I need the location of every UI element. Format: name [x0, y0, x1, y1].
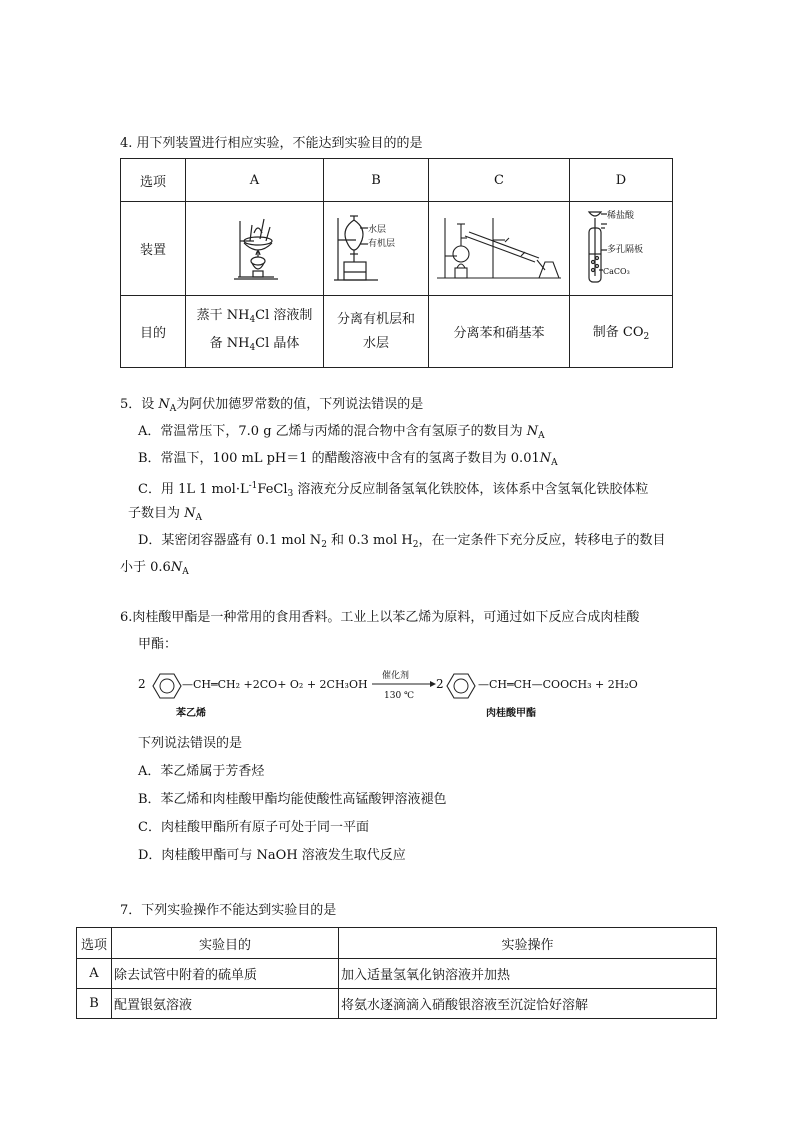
q5-option-c-cont: 子数目为 $N_A$: [128, 506, 203, 523]
q5-stem: 5．设 $N_A$为阿伏加德罗常数的值，下列说法错误的是: [120, 397, 424, 414]
svg-text:—CH═CH—COOCH₃ + 2H₂O: —CH═CH—COOCH₃ + 2H₂O: [478, 678, 638, 691]
svg-text:2: 2: [436, 677, 444, 691]
q4-header-a: A: [186, 159, 324, 202]
label-organic-layer: 有机层: [368, 238, 396, 249]
q4-purpose-c: 分离苯和硝基苯: [429, 296, 570, 368]
label-porous-plate: 多孔隔板: [607, 244, 644, 255]
q7-table: [76, 927, 717, 1019]
svg-text:2: 2: [138, 677, 146, 691]
q7-header-option: 选项: [77, 928, 112, 959]
q5-option-c: C．用 1L 1 $mol\cdot L^{-1}FeCl_3$ 溶液充分反应制备氢氧化铁胶体，该体系中含氢氧化铁胶体粒: [138, 481, 649, 499]
svg-text:—CH═CH₂ +2CO+ O₂ + 2CH₃OH: —CH═CH₂ +2CO+ O₂ + 2CH₃OH: [182, 678, 368, 691]
svg-text:肉桂酸甲酯: 肉桂酸甲酯: [486, 708, 536, 719]
q4-header-b: B: [324, 159, 429, 202]
q4-row-device-label: 装置: [121, 202, 186, 296]
q4-device-c: [429, 202, 570, 296]
q6-option-d: D．肉桂酸甲酯可与 NaOH 溶液发生取代反应: [138, 848, 406, 863]
kipp-apparatus-icon: [575, 206, 667, 288]
q5-option-a: A．常温常压下，7.0 g 乙烯与丙烯的混合物中含有氢原子的数目为 $N_A$: [138, 424, 545, 441]
table-row: B 配置银氨溶液 将氨水逐滴滴入硝酸银溶液至沉淀恰好溶解: [77, 989, 717, 1019]
q7-stem: 7．下列实验操作不能达到实验目的是: [120, 903, 337, 918]
q6-reaction-equation: [136, 662, 656, 720]
label-dilute-hcl: 稀盐酸: [607, 210, 635, 221]
q7-header-purpose: 实验目的: [112, 928, 339, 959]
label-caco3: CaCO₃: [603, 266, 630, 276]
q4-header-d: D: [570, 159, 673, 202]
q5-option-b: B．常温下，100 mL pH＝1 的醋酸溶液中含有的氢离子数目为 $0.01N_A$: [138, 451, 558, 468]
q4-device-a: [186, 202, 324, 296]
distillation-apparatus-icon: [435, 212, 563, 282]
svg-text:苯乙烯: 苯乙烯: [176, 708, 206, 719]
q4-purpose-d: 制备 $CO_2$: [570, 296, 673, 368]
benzene-ring-icon: [447, 674, 475, 698]
q7-header-operation: 实验操作: [339, 928, 717, 959]
q4-header-c: C: [429, 159, 570, 202]
table-row: A 除去试管中附着的硫单质 加入适量氢氧化钠溶液并加热: [77, 959, 717, 989]
q4-purpose-a: 蒸干 $NH_4Cl$ 溶液制 备 $NH_4Cl$ 晶体: [186, 296, 324, 368]
q6-question: 下列说法错误的是: [138, 736, 243, 751]
q6-option-b: B．苯乙烯和肉桂酸甲酯均能使酸性高锰酸钾溶液褪色: [138, 792, 447, 807]
q5-option-d-cont: 小于 $0.6N_A$: [120, 560, 189, 577]
q5-option-d: D．某密闭容器盛有 0.1 mol $N_2$ 和 0.3 mol $H_2$，在一定条件下充分反应，转移电子的数目: [138, 533, 666, 550]
q6-stem-line1: 6.肉桂酸甲酯是一种常用的食用香料。工业上以苯乙烯为原料，可通过如下反应合成肉桂酸: [120, 610, 640, 625]
q4-row-purpose-label: 目的: [121, 296, 186, 368]
q4-table: [120, 158, 673, 368]
q4-header-option: 选项: [121, 159, 186, 202]
svg-text:催化剂: 催化剂: [382, 671, 410, 681]
q4-device-b: [324, 202, 429, 296]
q6-option-c: C．肉桂酸甲酯所有原子可处于同一平面: [138, 820, 369, 835]
svg-text:130 ℃: 130 ℃: [384, 691, 415, 701]
evaporation-apparatus-icon: [220, 211, 290, 283]
label-water-layer: 水层: [368, 224, 387, 235]
q6-option-a: A．苯乙烯属于芳香烃: [138, 764, 265, 779]
benzene-ring-icon: [153, 674, 181, 698]
q6-stem-line2: 甲酯：: [138, 637, 178, 652]
separatory-funnel-icon: [328, 210, 424, 284]
q4-stem: 4. 用下列装置进行相应实验，不能达到实验目的的是: [120, 136, 423, 151]
q4-purpose-b: 分离有机层和 水层: [324, 296, 429, 368]
q4-device-d: [570, 202, 673, 296]
